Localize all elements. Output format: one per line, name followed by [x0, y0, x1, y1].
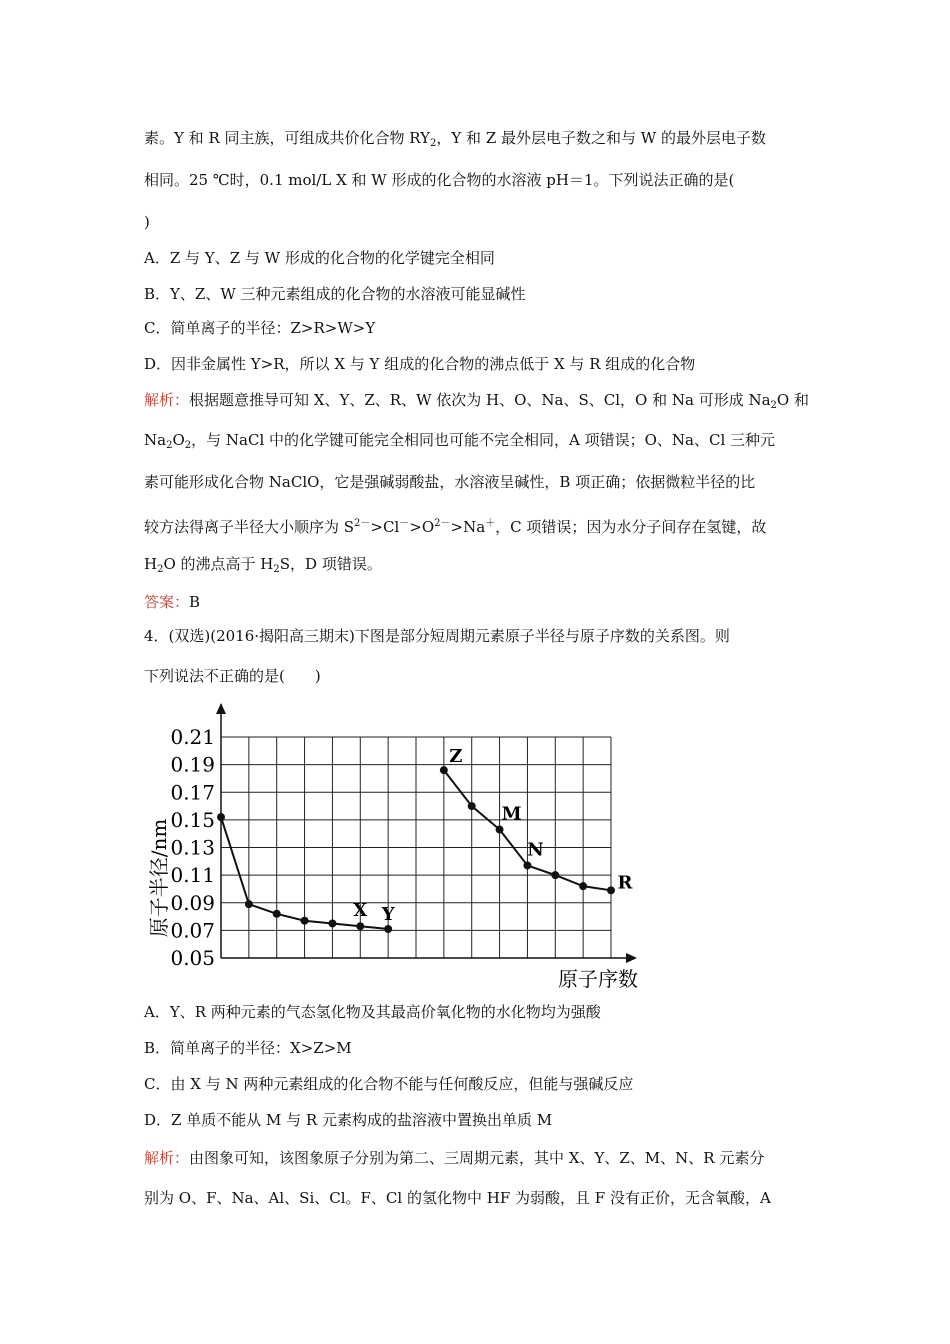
analysis-label: 解析：	[144, 391, 190, 409]
data-point	[468, 802, 476, 810]
point-label-r: R	[617, 872, 633, 894]
y-axis-arrow	[216, 703, 226, 714]
q3-option-b: B．Y、Z、W 三种元素组成的化合物的水溶液可能显碱性	[144, 285, 526, 303]
q4-analysis-line-1	[144, 1148, 764, 1168]
data-point	[523, 861, 531, 869]
q4-option-c: C．由 X 与 N 两种元素组成的化合物不能与任何酸反应，但能与强碱反应	[144, 1075, 634, 1093]
q3-answer	[144, 592, 200, 612]
subscript: 2	[184, 440, 192, 451]
data-point	[273, 910, 281, 918]
point-label-x: X	[353, 900, 368, 922]
analysis-text: H	[144, 555, 158, 573]
y-tick-label: 0.13	[170, 835, 215, 860]
q4-stem-line-2: 下列说法不正确的是( )	[144, 667, 321, 685]
point-label-y: Y	[381, 903, 395, 925]
point-label-n: N	[527, 839, 544, 861]
analysis-text: >Na	[450, 518, 486, 536]
analysis-text: 根据题意推导可知 X、Y、Z、R、W 依次为 H、O、Na、S、Cl，O 和 Na 可形成 Na	[189, 391, 771, 409]
data-point	[217, 813, 225, 821]
q4-option-d: D．Z 单质不能从 M 与 R 元素构成的盐溶液中置换出单质 M	[144, 1111, 553, 1129]
analysis-text: S，D 项错误。	[279, 555, 382, 573]
data-point	[328, 919, 336, 927]
point-labels	[353, 746, 633, 925]
q3-stem-text: 素。Y 和 R 同主族，可组成共价化合物 RY	[144, 129, 431, 147]
q3-option-a: A．Z 与 Y、Z 与 W 形成的化合物的化学键完全相同	[144, 249, 495, 267]
analysis-text: O 和	[776, 391, 809, 409]
atomic-radius-chart	[140, 700, 660, 1000]
q3-analysis-line-4	[144, 514, 766, 537]
y-tick-label: 0.17	[170, 780, 215, 805]
y-tick-label: 0.05	[170, 946, 215, 970]
y-tick-label: 0.19	[170, 752, 215, 777]
superscript: ＋	[485, 518, 496, 529]
y-tick-label: 0.11	[170, 863, 215, 888]
data-point	[579, 882, 587, 890]
subscript: 2	[770, 400, 777, 411]
data-point	[607, 886, 615, 894]
subscript: 2	[273, 564, 280, 575]
chart-grid	[221, 737, 611, 958]
analysis-text: ，C 项错误；因为水分子间存在氢键，故	[495, 518, 767, 536]
point-label-z: Z	[449, 746, 463, 768]
q4-option-a: A．Y、R 两种元素的气态氢化物及其最高价氧化物的水化物均为强酸	[144, 1003, 601, 1021]
subscript: 2	[166, 440, 173, 451]
analysis-text: 由图象可知，该图象原子分别为第二、三周期元素，其中 X、Y、Z、M、N、R 元素分	[189, 1149, 765, 1167]
q3-option-c: C．简单离子的半径：Z>R>W>Y	[144, 319, 376, 337]
superscript: －	[399, 518, 410, 529]
data-point	[384, 925, 392, 933]
point-label-m: M	[501, 803, 522, 825]
q4-stem-line-1: 4．(双选)(2016·揭阳高三期末)下图是部分短周期元素原子半径与原子序数的关系图。则	[144, 627, 730, 645]
y-tick-label: 0.15	[170, 807, 215, 832]
q3-analysis-line-5	[144, 554, 382, 580]
q4-analysis-line-2: 别为 O、F、Na、Al、Si、Cl。F、Cl 的氢化物中 HF 为弱酸，且 F 没有正价，无含氧酸，A	[144, 1189, 771, 1207]
answer-label: 答案：	[144, 593, 190, 611]
q3-stem-line-1	[144, 128, 766, 154]
x-axis-label: 原子序数	[558, 967, 638, 991]
subscript: 2	[430, 138, 437, 149]
y-tick-label: 0.07	[170, 918, 215, 943]
y-tick-label: 0.21	[170, 725, 215, 749]
q3-stem-line-2: 相同。25 ℃时，0.1 mol/L X 和 W 形成的化合物的水溶液 pH＝1。下列说法正确的是(	[144, 171, 735, 189]
data-point	[301, 917, 309, 925]
answer-value: B	[189, 593, 201, 611]
data-point	[356, 922, 364, 930]
analysis-text: Na	[144, 431, 167, 449]
analysis-text: O 的沸点高于 H	[163, 555, 274, 573]
data-point	[245, 900, 253, 908]
x-axis-arrow	[626, 953, 637, 963]
analysis-text: 较方法得离子半径大小顺序为 S	[144, 518, 355, 536]
q3-option-d: D．因非金属性 Y>R，所以 X 与 Y 组成的化合物的沸点低于 X 与 R 组成的化合物	[144, 355, 696, 373]
analysis-text: >O	[409, 518, 435, 536]
superscript: 2－	[434, 518, 451, 529]
q3-analysis-line-3: 素可能形成化合物 NaClO，它是强碱弱酸盐，水溶液呈碱性，B 项正确；依据微粒半径的比	[144, 473, 756, 491]
q4-option-b: B．简单离子的半径：X>Z>M	[144, 1039, 352, 1057]
superscript: 2－	[354, 518, 371, 529]
data-point	[496, 826, 504, 834]
chart-axes	[216, 703, 637, 963]
y-tick-labels	[170, 725, 215, 970]
subscript: 2	[157, 564, 164, 575]
q3-stem-line-3: )	[144, 213, 150, 231]
analysis-text: ，与 NaCl 中的化学键可能完全相同也可能不完全相同，A 项错误；O、Na、Cl 三种元	[191, 431, 776, 449]
q3-stem-text: ，Y 和 Z 最外层电子数之和与 W 的最外层电子数	[436, 129, 766, 147]
analysis-text: >Cl	[370, 518, 400, 536]
y-axis-label: 原子半径/nm	[147, 818, 171, 938]
q3-analysis-line-2	[144, 430, 775, 456]
y-tick-label: 0.09	[170, 890, 215, 915]
analysis-label: 解析：	[144, 1149, 190, 1167]
q3-analysis-line-1	[144, 390, 809, 416]
data-point	[440, 766, 448, 774]
analysis-text: O	[172, 431, 185, 449]
data-point	[551, 871, 559, 879]
